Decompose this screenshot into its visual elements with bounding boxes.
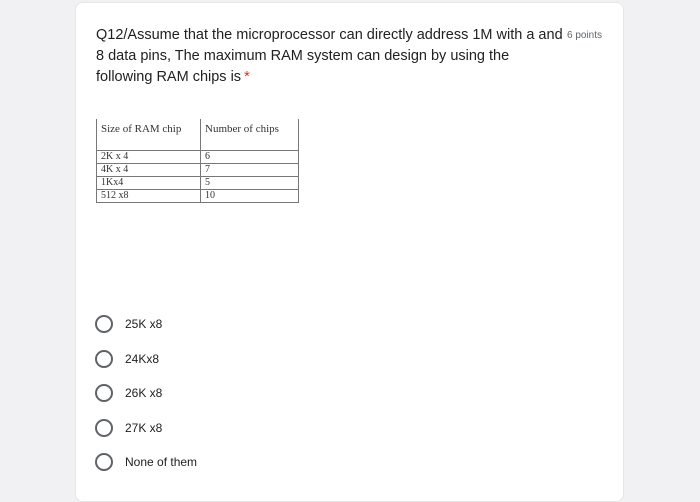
option-label[interactable]: 24Kx8 xyxy=(125,351,160,366)
table-cell-size: 4K x 4 xyxy=(97,164,201,177)
question-text: Q12/Assume that the microprocessor can directly address 1M with a and 8 data pins, The maximum RAM system can design by using the following RAM chips is xyxy=(96,27,563,85)
table-row xyxy=(97,151,299,164)
radio-button-icon[interactable] xyxy=(95,419,113,437)
radio-button-icon[interactable] xyxy=(95,350,113,368)
radio-button-icon[interactable] xyxy=(95,384,113,402)
option-none-of-them[interactable] xyxy=(95,451,197,473)
question-card xyxy=(75,2,624,502)
radio-button-icon[interactable] xyxy=(95,315,113,333)
table-row xyxy=(97,190,299,203)
table-header-size: Size of RAM chip xyxy=(97,119,201,151)
table-cell-size: 2K x 4 xyxy=(97,151,201,164)
table-header-chips: Number of chips xyxy=(201,119,299,151)
table-cell-size: 512 x8 xyxy=(97,190,201,203)
table-cell-size: 1Kx4 xyxy=(97,177,201,190)
radio-button-icon[interactable] xyxy=(95,453,113,471)
option-24kx8[interactable] xyxy=(95,348,197,370)
option-25k-x8[interactable] xyxy=(95,313,197,335)
option-label[interactable]: 26K x8 xyxy=(125,386,163,400)
table-row xyxy=(97,177,299,190)
option-26k-x8[interactable] xyxy=(95,382,197,404)
option-label[interactable]: 25K x8 xyxy=(125,317,163,331)
table-cell-chips: 6 xyxy=(201,151,299,164)
answer-options xyxy=(95,313,197,486)
question-title xyxy=(96,25,566,88)
option-27k-x8[interactable] xyxy=(95,417,197,439)
required-asterisk: * xyxy=(244,69,250,85)
table-row xyxy=(97,164,299,177)
ram-chip-table xyxy=(96,119,299,203)
option-label[interactable]: None of them xyxy=(125,455,198,469)
table-header-row xyxy=(97,119,299,151)
option-label[interactable]: 27K x8 xyxy=(125,420,163,435)
table-cell-chips: 7 xyxy=(201,164,299,177)
table-cell-chips: 5 xyxy=(201,177,299,190)
points-label: 6 points xyxy=(567,30,603,41)
table-cell-chips: 10 xyxy=(201,190,299,203)
